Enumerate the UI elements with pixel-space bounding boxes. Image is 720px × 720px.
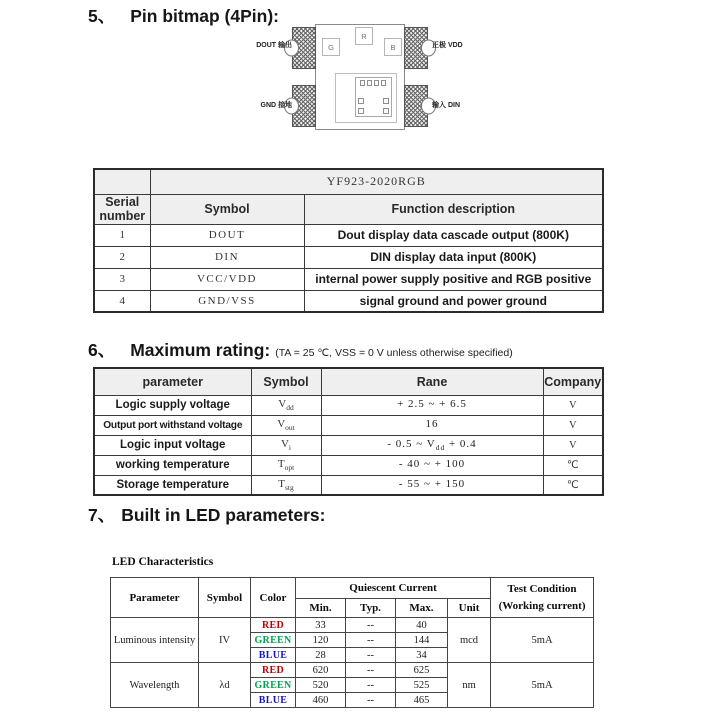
- cell-min: 460: [296, 693, 346, 708]
- test-condition-line1: Test Condition: [507, 583, 577, 595]
- cell-symbol: DOUT: [150, 224, 304, 246]
- header-symbol: Symbol: [150, 194, 304, 224]
- cell-parameter: Output port withstand voltage: [94, 415, 251, 435]
- pin-label-vdd: 正极 VDD: [432, 42, 463, 49]
- bond-pad: [383, 98, 389, 104]
- bond-pad: [358, 108, 364, 114]
- cell-unit: V: [543, 415, 603, 435]
- cell-color-red: RED: [251, 663, 296, 678]
- section-7-number: 7、: [88, 505, 116, 525]
- cell-parameter: Luminous intensity: [111, 618, 199, 663]
- section-5-title: Pin bitmap (4Pin):: [130, 6, 279, 26]
- pin-pad-din: [404, 85, 428, 127]
- table-row: [94, 246, 603, 268]
- cell-unit: ℃: [543, 475, 603, 495]
- cell-unit: ℃: [543, 455, 603, 475]
- section-6-title: Maximum rating:: [130, 340, 271, 360]
- table-header-row: [94, 194, 603, 224]
- cell-parameter: Logic input voltage: [94, 435, 251, 455]
- cell-range: - 0.5 ~ $V_{dd} + 0.4$: [321, 435, 543, 455]
- cell-serial: 2: [94, 246, 150, 268]
- cell-color-red: RED: [251, 618, 296, 633]
- pin-label-dout: DOUT 输出: [256, 42, 292, 49]
- section-6-heading: [88, 337, 513, 362]
- cell-description: DIN display data input (800K): [304, 246, 603, 268]
- max-rating-table: [93, 367, 604, 496]
- header-color: Color: [251, 578, 296, 618]
- cell-parameter: Wavelength: [111, 663, 199, 708]
- section-6-number: 6、: [88, 340, 116, 360]
- cell-symbol: DIN: [150, 246, 304, 268]
- cell-unit: nm: [448, 663, 491, 708]
- header-max: Max.: [396, 599, 448, 618]
- pin-function-table: [93, 168, 604, 313]
- cell-test-condition: 5mA: [491, 618, 594, 663]
- cell-typ: --: [346, 663, 396, 678]
- section-6-condition-note: (TA = 25 ℃, VSS = 0 V unless otherwise specified): [275, 347, 513, 359]
- header-min: Min.: [296, 599, 346, 618]
- cell-symbol: $V_i$: [251, 435, 321, 455]
- bond-pad: [358, 98, 364, 104]
- cell-unit: V: [543, 395, 603, 415]
- cell-color-green: GREEN: [251, 633, 296, 648]
- section-5-number: 5、: [88, 6, 116, 26]
- table-row: [94, 415, 603, 435]
- cell-serial: 1: [94, 224, 150, 246]
- cell-description: internal power supply positive and RGB positive: [304, 268, 603, 290]
- cell-symbol: IV: [199, 618, 251, 663]
- cell-typ: --: [346, 693, 396, 708]
- header-unit: Unit: [448, 599, 491, 618]
- table-row: [94, 475, 603, 495]
- empty-corner-cell: [94, 169, 150, 194]
- table-row: [111, 663, 594, 678]
- cell-range: + 2.5 ~ + 6.5: [321, 395, 543, 415]
- cell-typ: --: [346, 618, 396, 633]
- cell-description: Dout display data cascade output (800K): [304, 224, 603, 246]
- cell-max: 40: [396, 618, 448, 633]
- cell-max: 34: [396, 648, 448, 663]
- table-row: [94, 268, 603, 290]
- header-parameter: parameter: [94, 368, 251, 395]
- cell-serial: 3: [94, 268, 150, 290]
- cell-symbol: $V_{out}$: [251, 415, 321, 435]
- header-symbol: Symbol: [199, 578, 251, 618]
- led-chip-red: R: [355, 27, 373, 45]
- pin-label-din: 输入 DIN: [432, 102, 460, 109]
- header-typ: Typ.: [346, 599, 396, 618]
- header-function-description: Function description: [304, 194, 603, 224]
- cell-description: signal ground and power ground: [304, 290, 603, 312]
- table-row: [111, 618, 594, 633]
- cell-range: - 55 ~ + 150: [321, 475, 543, 495]
- header-unit: Company: [543, 368, 603, 395]
- header-test-condition: [491, 578, 594, 618]
- section-7-title: Built in LED parameters:: [121, 505, 326, 525]
- pin-pad-vdd: [404, 27, 428, 69]
- table-header-row: [111, 578, 594, 599]
- test-condition-line2: (Working current): [498, 600, 586, 612]
- cell-test-condition: 5mA: [491, 663, 594, 708]
- section-7-heading: [88, 502, 325, 527]
- header-parameter: Parameter: [111, 578, 199, 618]
- led-characteristics-table: [110, 577, 594, 708]
- cell-symbol: $T_{stg}$: [251, 475, 321, 495]
- cell-typ: --: [346, 678, 396, 693]
- cell-color-green: GREEN: [251, 678, 296, 693]
- cell-color-blue: BLUE: [251, 693, 296, 708]
- pin-diagram: [256, 22, 492, 134]
- cell-min: 120: [296, 633, 346, 648]
- bond-pad: [360, 80, 365, 86]
- cell-parameter: Logic supply voltage: [94, 395, 251, 415]
- header-symbol: Symbol: [251, 368, 321, 395]
- cell-typ: --: [346, 633, 396, 648]
- pin-pad-gnd: [292, 85, 316, 127]
- cell-max: 625: [396, 663, 448, 678]
- table-row: [94, 435, 603, 455]
- bond-pad: [383, 108, 389, 114]
- table-row: [94, 290, 603, 312]
- cell-symbol: $T_{opt}$: [251, 455, 321, 475]
- bond-pad: [374, 80, 379, 86]
- table-row: [94, 224, 603, 246]
- part-number-cell: YF923-2020RGB: [150, 169, 603, 194]
- led-chip-blue: B: [384, 38, 402, 56]
- table-header-row: [94, 368, 603, 395]
- cell-min: 520: [296, 678, 346, 693]
- cell-max: 465: [396, 693, 448, 708]
- cell-range: - 40 ~ + 100: [321, 455, 543, 475]
- section-5-heading: [88, 3, 279, 28]
- cell-unit: V: [543, 435, 603, 455]
- cell-max: 144: [396, 633, 448, 648]
- pin-pad-dout: [292, 27, 316, 69]
- table-row: [94, 395, 603, 415]
- cell-min: 620: [296, 663, 346, 678]
- cell-color-blue: BLUE: [251, 648, 296, 663]
- led-chip-green: G: [322, 38, 340, 56]
- pin-label-gnd: GND 接地: [260, 102, 292, 109]
- header-range: Rane: [321, 368, 543, 395]
- cell-min: 28: [296, 648, 346, 663]
- cell-max: 525: [396, 678, 448, 693]
- cell-unit: mcd: [448, 618, 491, 663]
- cell-symbol: λd: [199, 663, 251, 708]
- cell-symbol: VCC/VDD: [150, 268, 304, 290]
- table-row: [94, 455, 603, 475]
- cell-symbol: $V_{dd}$: [251, 395, 321, 415]
- cell-range: 16: [321, 415, 543, 435]
- cell-parameter: Storage temperature: [94, 475, 251, 495]
- led-table-caption: LED Characteristics: [112, 556, 214, 568]
- cell-min: 33: [296, 618, 346, 633]
- bond-pad: [381, 80, 386, 86]
- bond-pad: [367, 80, 372, 86]
- cell-parameter: working temperature: [94, 455, 251, 475]
- header-serial: Serial number: [94, 194, 150, 224]
- cell-serial: 4: [94, 290, 150, 312]
- cell-symbol: GND/VSS: [150, 290, 304, 312]
- header-quiescent-current: Quiescent Current: [296, 578, 491, 599]
- cell-typ: --: [346, 648, 396, 663]
- table-row: [94, 169, 603, 194]
